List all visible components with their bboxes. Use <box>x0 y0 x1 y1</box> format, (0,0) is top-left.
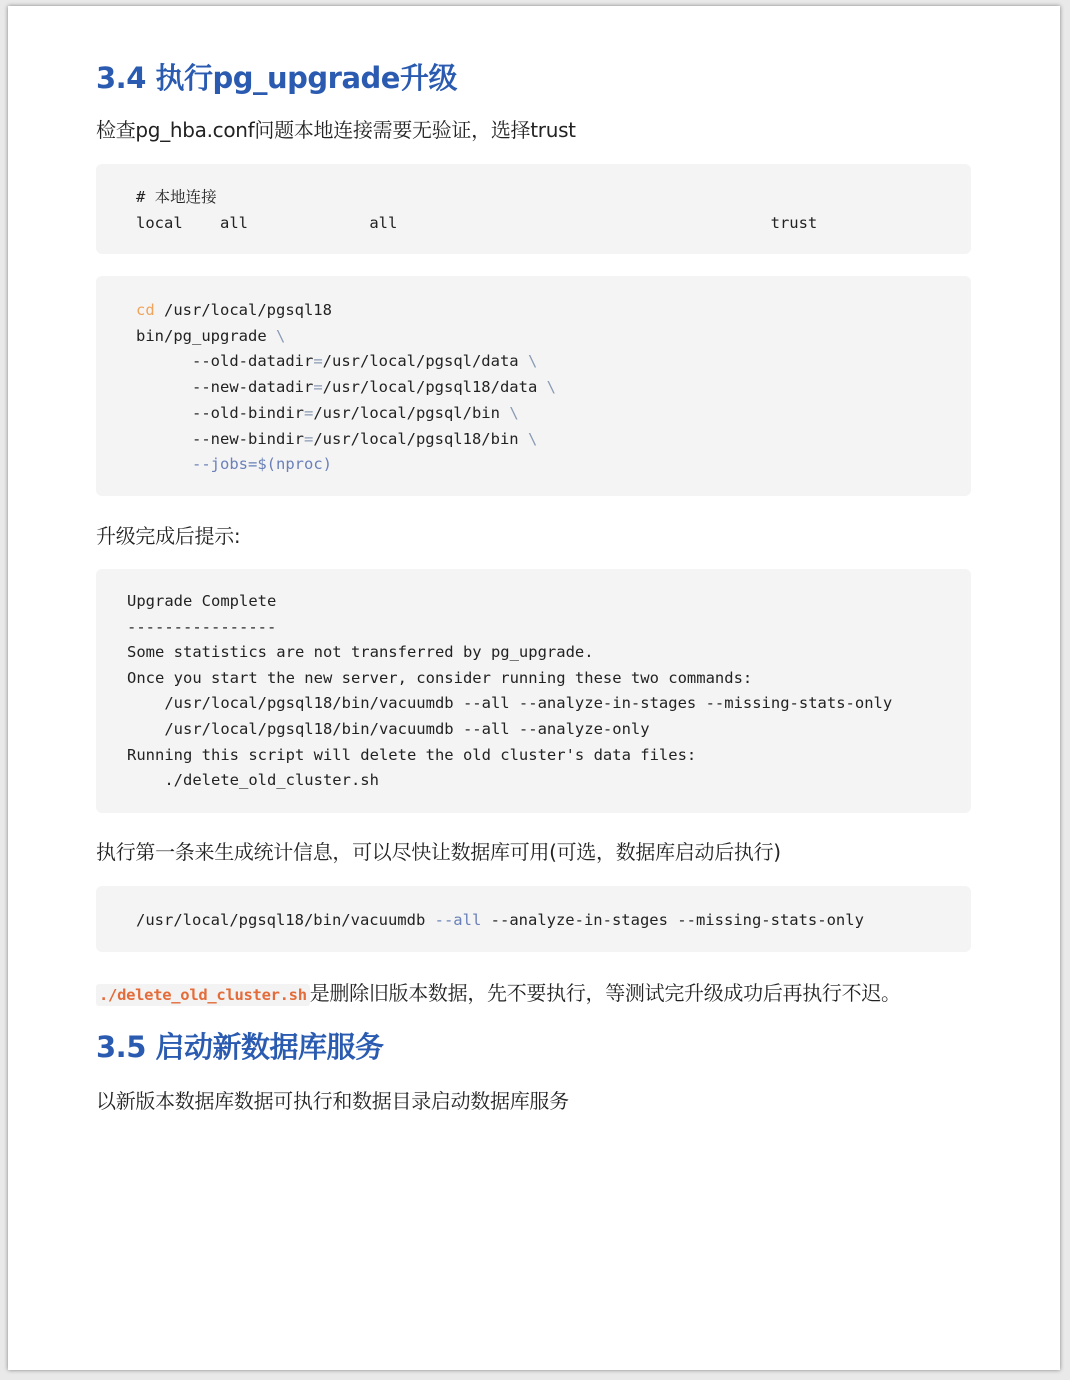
all-flag: --all <box>434 911 482 929</box>
upgrade-complete-intro: 升级完成后提示: <box>96 524 241 548</box>
output-line: Some statistics are not transferred by pg_upgrade. <box>127 643 594 662</box>
delete-note-text: 是删除旧版本数据，先不要执行，等测试完升级成功后再执行不迟。 <box>309 981 901 1005</box>
arg-value: /usr/local/pgsql18/data <box>322 378 538 397</box>
pg-upgrade-binary: bin/pg_upgrade <box>136 326 267 345</box>
output-line: Once you start the new server, consider running these two commands: <box>127 668 753 687</box>
hba-user: all <box>369 214 398 232</box>
hba-comment: # 本地连接 <box>136 188 217 206</box>
output-line: Running this script will delete the old cluster's data files: <box>127 745 697 764</box>
line-continuation: \ <box>546 378 556 397</box>
arg-flag: --new-bindir <box>192 429 304 448</box>
vacuumdb-path: /usr/local/pgsql18/bin/vacuumdb <box>136 911 426 929</box>
line-continuation: \ <box>527 352 538 371</box>
cd-keyword: cd <box>136 301 155 319</box>
document-page <box>8 6 1060 1370</box>
arg-value: /usr/local/pgsql/data <box>322 352 519 371</box>
hba-intro-text: 检查pg_hba.conf问题本地连接需要无验证，选择trust <box>96 118 576 142</box>
cd-path: /usr/local/pgsql18 <box>154 301 332 319</box>
arg-value: /usr/local/pgsql18/bin <box>313 429 519 448</box>
line-continuation: \ <box>276 326 286 345</box>
upgrade-output-block <box>96 569 971 813</box>
pg-upgrade-code-block <box>96 276 971 496</box>
line-continuation: \ <box>509 403 519 422</box>
output-line: /usr/local/pgsql18/bin/vacuumdb --all --analyze-in-stages --missing-stats-only <box>127 694 893 713</box>
hba-method: trust <box>770 214 818 232</box>
arg-equals: = <box>303 429 314 448</box>
vacuumdb-rest: --analyze-in-stages --missing-stats-only <box>490 911 864 929</box>
jobs-arg: --jobs=$(nproc) <box>192 455 332 474</box>
arg-equals: = <box>313 378 323 397</box>
delete-script-code: ./delete_old_cluster.sh <box>96 984 310 1006</box>
arg-equals: = <box>303 403 314 422</box>
arg-flag: --old-datadir <box>192 352 314 371</box>
start-service-text: 以新版本数据库数据可执行和数据目录启动数据库服务 <box>96 1089 569 1113</box>
arg-equals: = <box>313 352 323 371</box>
delete-cluster-note <box>96 977 901 1006</box>
hba-database: all <box>220 214 248 232</box>
hba-code-block <box>96 164 971 254</box>
generate-stats-text: 执行第一条来生成统计信息，可以尽快让数据库可用(可选，数据库启动后执行) <box>96 840 781 864</box>
hba-type: local <box>136 214 183 232</box>
output-line: ---------------- <box>127 617 277 636</box>
vacuumdb-code-block <box>96 886 971 952</box>
arg-flag: --old-bindir <box>192 403 304 422</box>
section-heading-3-5: 3.5 启动新数据库服务 <box>96 1030 384 1064</box>
arg-value: /usr/local/pgsql/bin <box>313 403 500 422</box>
section-heading-3-4: 3.4 执行pg_upgrade升级 <box>96 61 457 95</box>
output-line: /usr/local/pgsql18/bin/vacuumdb --all --analyze-only <box>127 719 650 738</box>
line-continuation: \ <box>527 429 538 448</box>
arg-flag: --new-datadir <box>192 378 314 397</box>
output-line: Upgrade Complete <box>127 592 277 610</box>
output-line: ./delete_old_cluster.sh <box>127 771 379 790</box>
